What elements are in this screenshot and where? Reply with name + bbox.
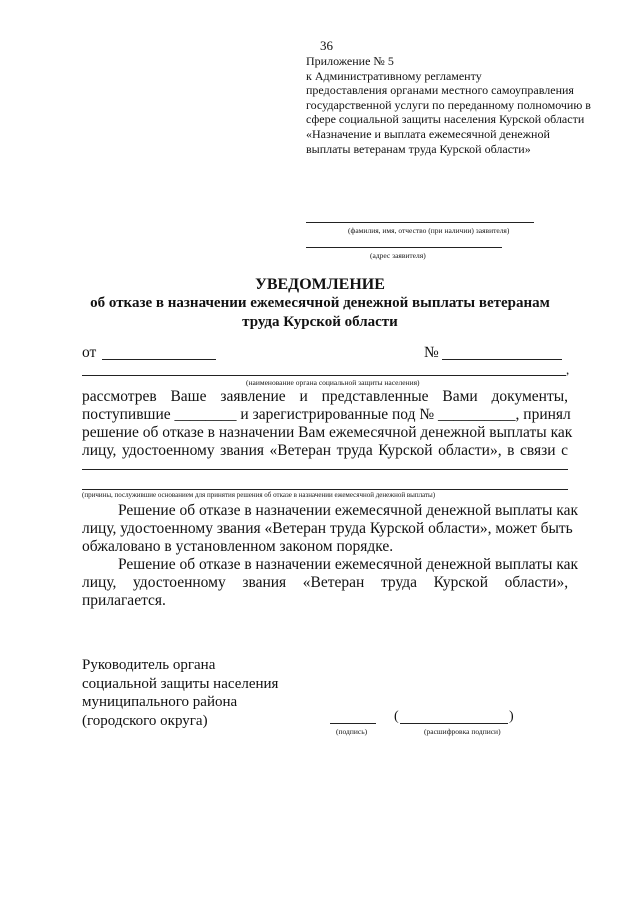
annex-line: Приложение № 5 <box>306 54 394 68</box>
applicant-name-caption: (фамилия, имя, отчество (при наличии) заявителя) <box>348 226 510 235</box>
paragraph3-line1: Решение об отказе в назначении ежемесячной денежной выплаты как <box>118 556 579 573</box>
paragraph2-line1: Решение об отказе в назначении ежемесячной денежной выплаты как <box>118 502 579 519</box>
decoding-caption: (расшифровка подписи) <box>424 727 501 736</box>
number-field-line[interactable] <box>442 359 562 360</box>
annex-line: «Назначение и выплата ежемесячной денежной <box>306 126 550 141</box>
paragraph1-line2: поступившие ________ и зарегистрированные под № __________, принял <box>82 406 571 423</box>
applicant-address-caption: (адрес заявителя) <box>370 251 426 260</box>
paragraph3-line3: прилагается. <box>82 592 166 609</box>
received-date-blank[interactable]: ________ <box>174 406 237 423</box>
annex-header <box>306 54 606 156</box>
applicant-address-line[interactable] <box>306 247 502 248</box>
decoding-close-paren: ) <box>509 709 514 724</box>
from-label: от <box>82 344 97 361</box>
page-number: 36 <box>320 38 333 53</box>
paragraph1-line1: рассмотрев Ваше заявление и представленные Вами документы, <box>82 388 569 405</box>
paragraph2-line2: лицу, удостоенному звания «Ветеран труда Курской области», может быть <box>82 520 573 537</box>
number-label: № <box>424 344 439 361</box>
signature-field-line[interactable] <box>330 723 376 724</box>
paragraph3-line2: лицу, удостоенному звания «Ветеран труда Курской области», <box>82 574 569 591</box>
paragraph1-line4: лицу, удостоенному звания «Ветеран труда Курской области», в связи с <box>82 442 569 459</box>
reasons-field-line1[interactable] <box>82 469 568 470</box>
organization-field-line[interactable] <box>82 375 566 376</box>
registration-number-blank[interactable]: __________, <box>438 406 520 423</box>
signature-caption: (подпись) <box>336 727 368 736</box>
date-field-line[interactable] <box>102 359 216 360</box>
organization-comma: , <box>566 362 570 377</box>
decoding-field-line[interactable] <box>400 723 508 724</box>
annex-line: государственной услуги по переданному полномочию в <box>306 97 591 112</box>
annex-line: сфере социальной защиты населения Курской области <box>306 112 585 127</box>
decoding-open-paren: ( <box>394 709 399 724</box>
annex-line: к Административному регламенту <box>306 68 482 83</box>
document-subtitle-line2: труда Курской области <box>242 314 398 330</box>
signatory-title: Руководитель органа социальной защиты населения муниципального района (городского округа) <box>82 657 279 729</box>
applicant-name-line[interactable] <box>306 222 534 223</box>
paragraph1-line3: решение об отказе в назначении Вам ежемесячной денежной выплаты как <box>82 424 573 441</box>
annex-line: выплаты ветеранам труда Курской области» <box>306 141 531 156</box>
annex-line: предоставления органами местного самоуправления <box>306 83 574 98</box>
document-subtitle-line1: об отказе в назначении ежемесячной денежной выплаты ветеранам <box>90 295 550 311</box>
reasons-field-line2[interactable] <box>82 489 568 490</box>
paragraph2-line3: обжаловано в установленном законом порядке. <box>82 538 394 555</box>
organization-caption: (наименование органа социальной защиты населения) <box>246 378 420 387</box>
document-title: УВЕДОМЛЕНИЕ <box>255 276 385 293</box>
reasons-caption: (причины, послужившие основанием для принятия решения об отказе в назначении ежемесячной денежной выплаты) <box>82 491 436 499</box>
